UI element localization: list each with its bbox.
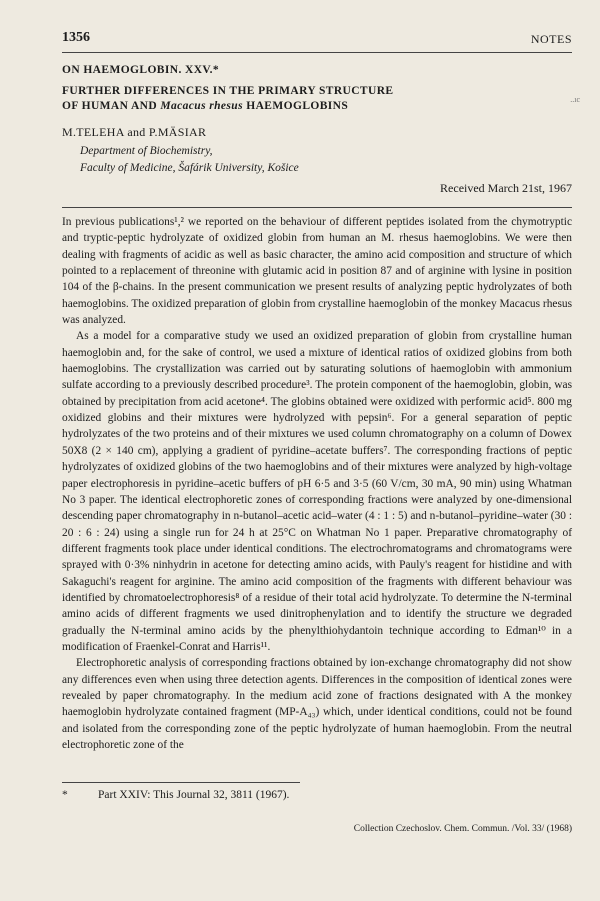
received-date: Received March 21st, 1967 — [440, 181, 572, 195]
running-header — [62, 30, 572, 50]
subtitle-line-2 — [62, 99, 572, 114]
paragraph-1: In previous publications¹,² we reported on the behaviour of different peptides isolated from the chymotryptic and tryptic-peptic hydrolyzate of oxidized globin from human an M. rhesus haemoglobins. We were then dealing with fragments of acidic as well as basic character, the amino acid composition and structure of which pointed to a replacement of threonine with glutamic acid in position 87 and of arginine with lysine in position 104 of the β-chains. In the present communication we present results of analyzing peptic hydrolyzates of both haemoglobins. The oxidized preparation of globin from crystalline haemoglobin of the monkey Macacus rhesus was analyzed. — [62, 216, 572, 327]
margin-mark: ..ıc — [570, 95, 580, 104]
paragraph-3: Electrophoretic analysis of corresponding fractions obtained by ion-exchange chromatography did not show any differences even when using three detection agents. Differences in the composition of identical zones were revealed by paper chromatography. In the medium acid zone of fractions designated with A the monkey haemoglobin hydrolyzate contained fragment (MP-A₄₃) which, under identical conditions, could not be found and isolated from the corresponding zone of the peptic hydrolyzate of human haemoglobin. From the neutral electrophoretic zone of the — [62, 657, 572, 751]
species-name: Macacus rhesus — [160, 100, 243, 112]
paragraph-2: As a model for a comparative study we used an oxidized preparation of globin from crystalline human haemoglobin and, for the sake of control, we used a mixture of identical ratios of oxidized globins from both haemoglobins. The crystallization was carried out by saturating solutions of haemoglobin with ammonium sulfate according to a previously described procedure³. The protein component of the haemoglobin, globin, was obtained by precipitation from acid acetone⁴. The globins obtained were oxidized with performic acid⁵. 800 mg oxidized globins and their mixtures were hydrolyzed with pepsin⁶. For a general separation of peptic hydrolyzates of the two proteins and of their mixtures we used column chromatography on a column of Dowex 50X8 (2 × 140 cm), applying a gradient of pyridine–acetate buffers⁷. The corresponding fractions of peptic hydrolyzates of oxidized globins of the two haemoglobins and of their mixtures were analyzed by high-voltage paper electrophoresis in pyridine–acetic buffers of pH 6·5 and 3·5 (60 V/cm, 30 mA, 90 min) using Whatman No 3 paper. The identical electrophoretic zones of corresponding fractions were analyzed by one-dimensional descending paper chromatography in n-butanol–acetic acid–water (4 : 1 : 5) and n-butanol–pyridine–water (30 : 20 : 6 : 24) using a single run for 24 h at 25°C on Whatman No 1 paper. Preparative chromatography of different fragments took place under identical conditions. The electrochromatograms and chromatograms were sprayed with 0·3% ninhydrin in acetone for detecting amino acids, with Pauly's reagent for histidine and with Sakaguchi's reagent for arginine. The amino acid composition of the fragments with different behaviour was identified by chromatoelectrophoresis⁸ of a residue of their total acid hydrolyzate. To determine the N-terminal amino acids of different fragments we used dinitrophenylation and to identify the structure we degraded gradually the N-terminal amino acids by the phenylthiohydantoin technique according to Edman¹⁰ in a modification of Fraenkel-Conrat and Harris¹¹. — [62, 330, 572, 653]
subtitle-text-b: HAEMOGLOBINS — [242, 100, 349, 112]
article-subtitle — [62, 84, 572, 114]
page-number: 1356 — [62, 30, 90, 45]
footnote — [62, 789, 572, 801]
affiliation-line-1: Department of Biochemistry, — [80, 145, 213, 157]
subtitle-line-1: FURTHER DIFFERENCES IN THE PRIMARY STRUCTURE — [62, 85, 394, 97]
article-title: ON HAEMOGLOBIN. XXV.* — [62, 64, 220, 76]
subtitle-text-a: OF HUMAN AND — [62, 100, 161, 112]
section-label: NOTES — [530, 32, 572, 46]
authors: M.TELEHA and P.MÄSIAR — [62, 125, 207, 139]
header-rule — [62, 52, 572, 53]
article-body — [62, 214, 572, 753]
abstract-rule — [62, 207, 572, 208]
footnote-text: Part XXIV: This Journal 32, 3811 (1967). — [98, 789, 290, 801]
affiliation-line-2: Faculty of Medicine, Šafárik University, Košice — [80, 162, 299, 174]
journal-reference: Collection Czechoslov. Chem. Commun. /Vol. 33/ (1968) — [353, 824, 572, 834]
affiliation — [80, 143, 572, 177]
footnote-mark: * — [62, 789, 68, 801]
footnote-rule — [62, 782, 300, 783]
